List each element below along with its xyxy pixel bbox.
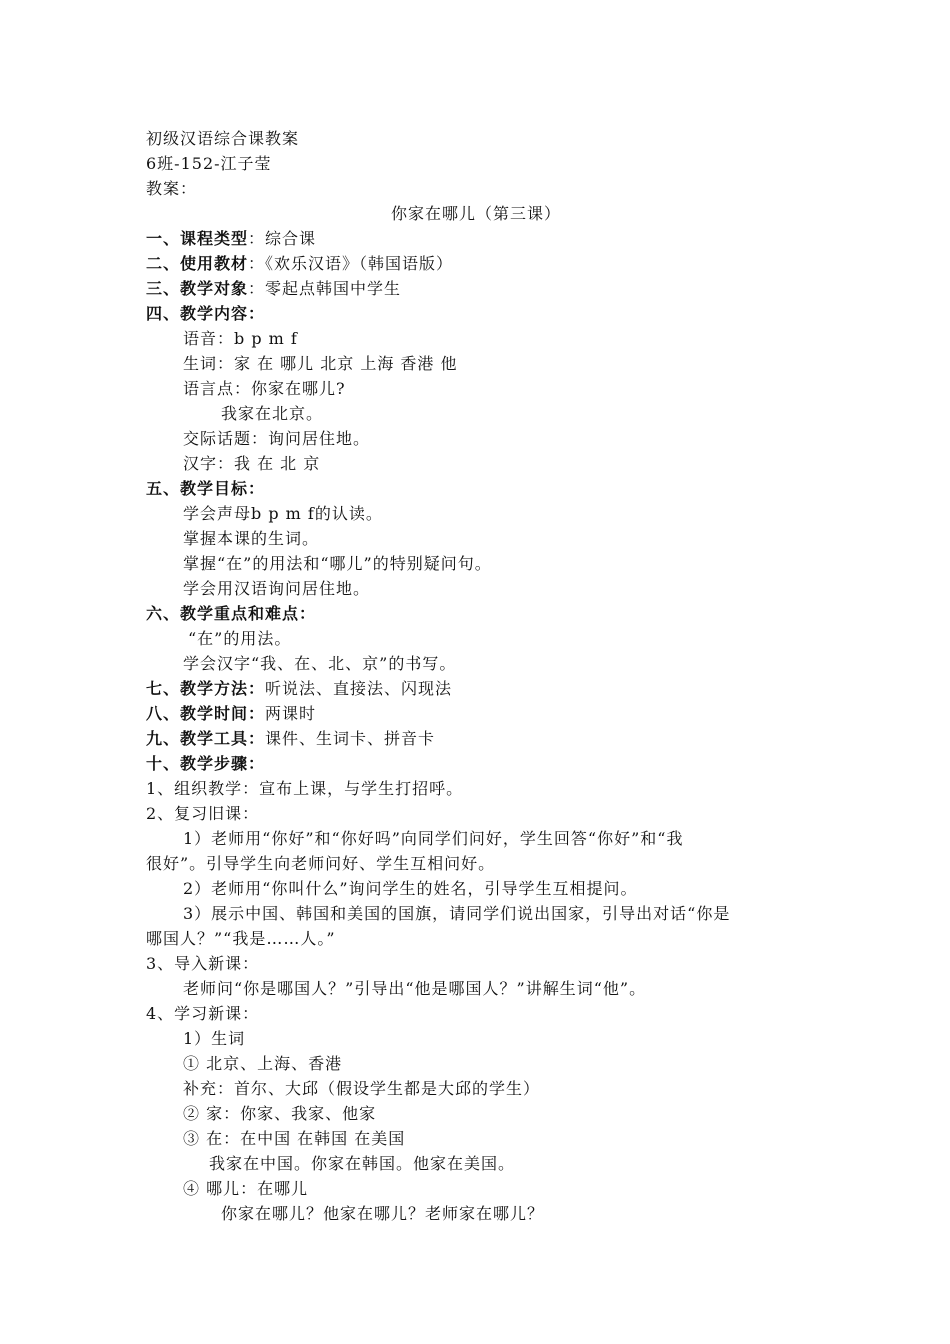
vocab-item: ③ 在：在中国 在韩国 在美国: [183, 1129, 406, 1148]
content-phonetics: 语音：b p m f: [183, 329, 298, 348]
keypoint-item: “在”的用法。: [188, 629, 292, 648]
section-keypoints: 六、教学重点和难点：: [146, 604, 317, 623]
goal-item: 学会声母b p m f的认读。: [183, 504, 383, 523]
vocab-item: ④ 哪儿：在哪儿: [183, 1179, 309, 1198]
section-audience: [146, 276, 806, 301]
section-label: 三、教学对象: [146, 279, 249, 298]
section-value: 课件、生词卡、拼音卡: [265, 729, 436, 748]
goal-item: 掌握本课的生词。: [183, 529, 320, 548]
step-detail: 1）生词: [183, 1029, 246, 1048]
step-detail: 2）老师用“你叫什么”询问学生的姓名，引导学生互相提问。: [183, 879, 638, 898]
section-time: [146, 701, 806, 726]
content-topic: 交际话题：询问居住地。: [183, 429, 371, 448]
plan-label: 教案：: [146, 179, 198, 198]
page-title: 你家在哪儿（第三课）: [390, 204, 561, 223]
section-value: ：零起点韩国中学生: [248, 279, 402, 298]
section-steps: 十、教学步骤：: [146, 754, 266, 773]
content-grammar-example: 我家在北京。: [221, 404, 324, 423]
keypoint-item: 学会汉字“我、在、北、京”的书写。: [183, 654, 457, 673]
author-line: 6班-152-江子莹: [146, 154, 272, 173]
section-value: ：综合课: [248, 229, 317, 248]
goal-item: 学会用汉语询问居住地。: [183, 579, 371, 598]
step-detail-continued: 很好”。引导学生向老师问好、学生互相问好。: [146, 854, 496, 873]
section-tools: [146, 726, 806, 751]
section-goals: 五、教学目标：: [146, 479, 266, 498]
section-label: 二、使用教材: [146, 254, 249, 273]
step-item: 3、导入新课：: [146, 954, 260, 973]
section-course-type: [146, 226, 806, 251]
vocab-item: ② 家：你家、我家、他家: [183, 1104, 377, 1123]
vocab-supplement: 补充：首尔、大邱（假设学生都是大邱的学生）: [183, 1079, 541, 1098]
step-item: 4、学习新课：: [146, 1004, 260, 1023]
vocab-example: 你家在哪儿？他家在哪儿？老师家在哪儿？: [221, 1204, 545, 1223]
goal-item: 掌握“在”的用法和“哪儿”的特别疑问句。: [183, 554, 492, 573]
step-detail: 1）老师用“你好”和“你好吗”向同学们问好，学生回答“你好”和“我: [183, 829, 684, 848]
step-item: 2、复习旧课：: [146, 804, 260, 823]
section-label: 一、课程类型: [146, 229, 249, 248]
vocab-item: ① 北京、上海、香港: [183, 1054, 343, 1073]
section-label: 七、教学方法：: [146, 679, 266, 698]
section-textbook: [146, 251, 806, 276]
step-detail: 3）展示中国、韩国和美国的国旗，请同学们说出国家，引导出对话“你是: [183, 904, 731, 923]
section-content: 四、教学内容：: [146, 304, 266, 323]
vocab-example: 我家在中国。你家在韩国。他家在美国。: [209, 1154, 516, 1173]
section-methods: [146, 676, 806, 701]
content-grammar: 语言点：你家在哪儿?: [183, 379, 346, 398]
step-detail-continued: 哪国人？”“我是……人。”: [146, 929, 336, 948]
section-value: ：《欢乐汉语》（韩国语版）: [248, 254, 454, 273]
content-characters: 汉字：我 在 北 京: [183, 454, 321, 473]
step-detail: 老师问“你是哪国人？”引导出“他是哪国人？”讲解生词“他”。: [183, 979, 647, 998]
step-item: 1、组织教学：宣布上课，与学生打招呼。: [146, 779, 464, 798]
section-value: 两课时: [265, 704, 317, 723]
course-heading: 初级汉语综合课教案: [146, 129, 300, 148]
section-value: 听说法、直接法、闪现法: [265, 679, 453, 698]
section-label: 九、教学工具：: [146, 729, 266, 748]
section-label: 八、教学时间：: [146, 704, 266, 723]
content-vocabulary: 生词：家 在 哪儿 北京 上海 香港 他: [183, 354, 458, 373]
